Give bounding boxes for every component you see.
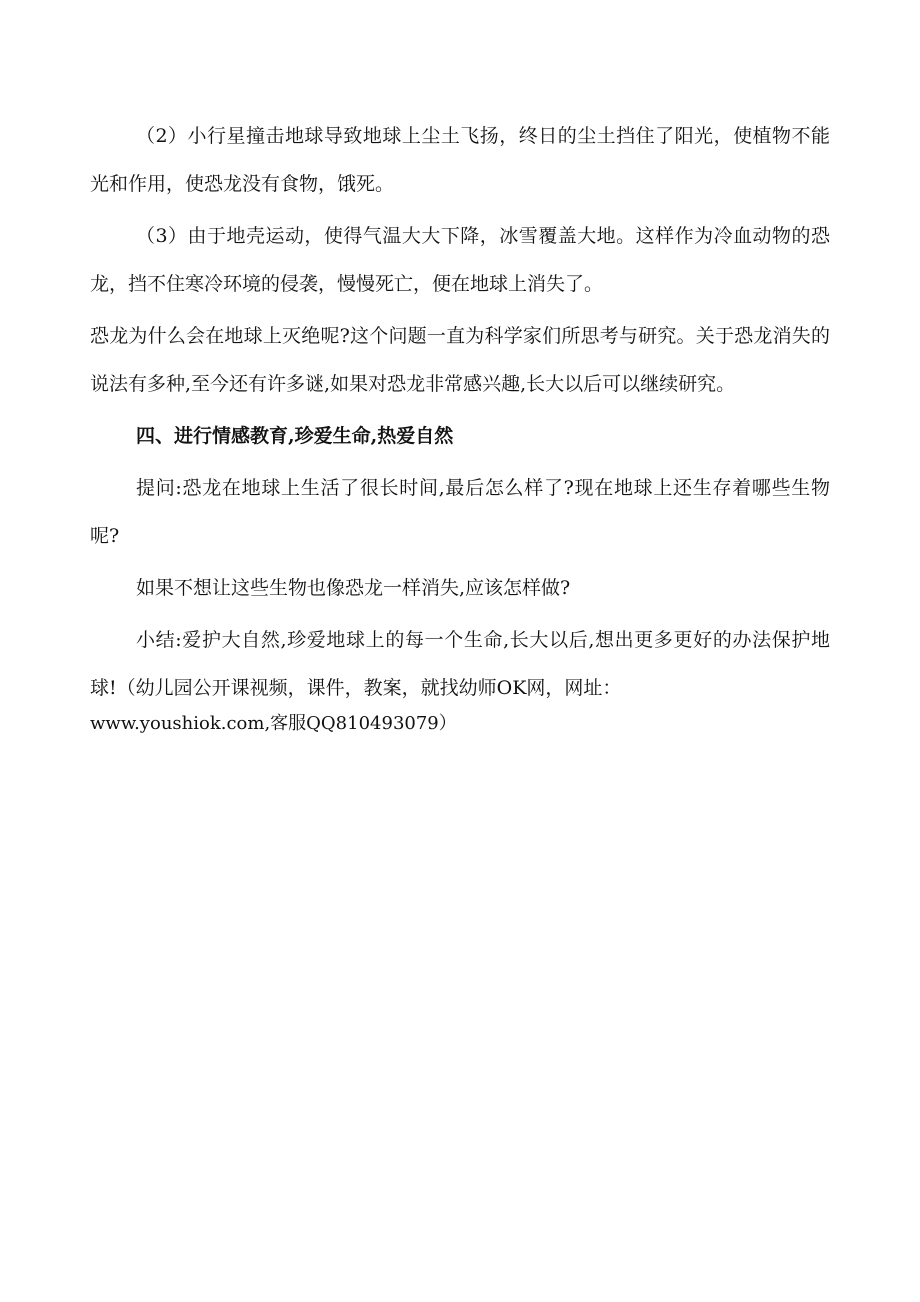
- document-page: [90, 112, 830, 738]
- paragraph-crustal-movement: （3）由于地壳运动，使得气温大大下降，冰雪覆盖大地。这样作为冷血动物的恐龙，挡不住寒冷环境的侵袭，慢慢死亡，便在地球上消失了。: [90, 225, 830, 295]
- paragraph-how-to-protect: 如果不想让这些生物也像恐龙一样消失,应该怎样做?: [136, 577, 571, 599]
- website-contact-line: www.youshiok.com,客服QQ810493079）: [90, 713, 457, 734]
- section-heading-emotional-education: 四、进行情感教育,珍爱生命,热爱自然: [136, 425, 454, 447]
- paragraph-summary: 小结:爱护大自然,珍爱地球上的每一个生命,长大以后,想出更多更好的办法保护地球!（幼儿园公开课视频，课件，教案，就找幼师OK网，网址：: [90, 629, 830, 699]
- paragraph-extinction-question: 恐龙为什么会在地球上灭绝呢?这个问题一直为科学家们所思考与研究。关于恐龙消失的说法有多种,至今还有许多谜,如果对恐龙非常感兴趣,长大以后可以继续研究。: [90, 325, 830, 395]
- paragraph-question: 提问:恐龙在地球上生活了很长时间,最后怎么样了?现在地球上还生存着哪些生物呢?: [90, 477, 830, 547]
- paragraph-asteroid-impact: （2）小行星撞击地球导致地球上尘土飞扬，终日的尘土挡住了阳光，使植物不能光和作用，使恐龙没有食物，饿死。: [90, 125, 830, 195]
